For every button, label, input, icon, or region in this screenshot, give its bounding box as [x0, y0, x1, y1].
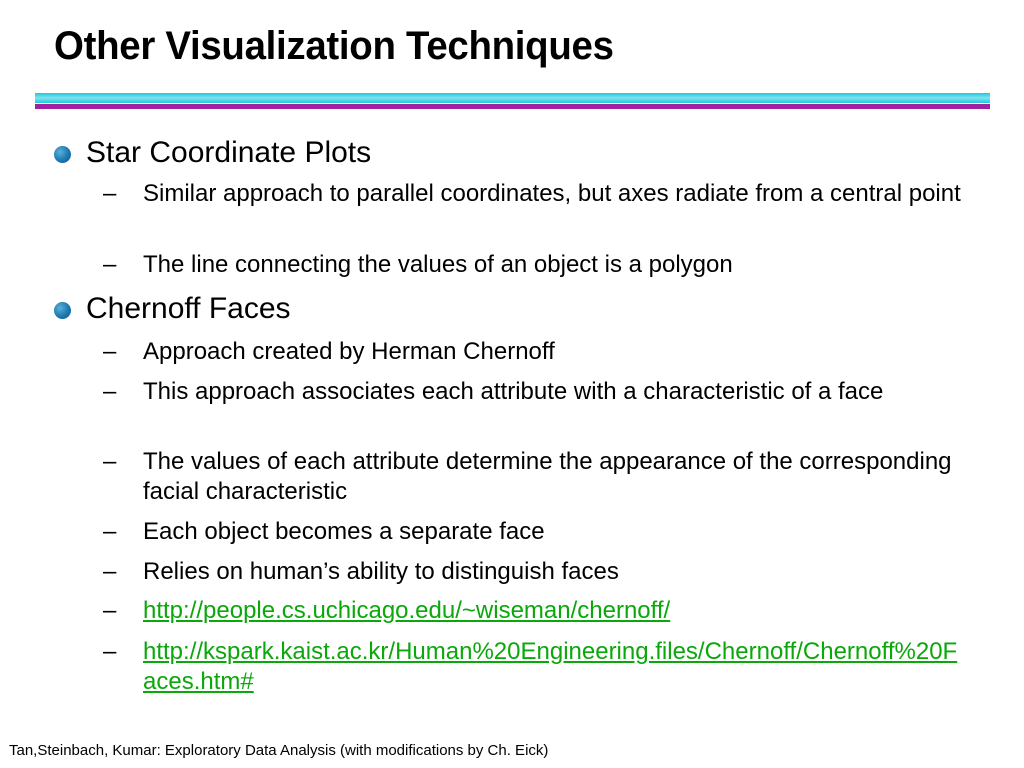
dash-marker: –	[103, 638, 117, 665]
list-item: This approach associates each attribute with a characteristic of a face	[143, 378, 884, 405]
list-item-link	[143, 637, 963, 697]
dash-marker: –	[103, 558, 117, 585]
chernoff-uchicago-link[interactable]: http://people.cs.uchicago.edu/~wiseman/chernoff/	[143, 597, 671, 624]
list-item: Relies on human’s ability to distinguish faces	[143, 558, 619, 585]
dash-marker: –	[103, 180, 117, 207]
dash-marker: –	[103, 338, 117, 365]
dash-marker: –	[103, 378, 117, 405]
dash-marker: –	[103, 251, 117, 278]
list-item: The values of each attribute determine the appearance of the corresponding facial characteristic	[143, 448, 952, 505]
list-item: Approach created by Herman Chernoff	[143, 338, 555, 365]
dash-marker: –	[103, 597, 117, 624]
bullet-dot-icon	[54, 302, 71, 319]
dash-marker: –	[103, 518, 117, 545]
bullet-dot-icon	[54, 146, 71, 163]
dash-marker: –	[103, 448, 117, 475]
list-item: Similar approach to parallel coordinates, but axes radiate from a central point	[143, 180, 961, 207]
section-heading-star-coordinate-plots: Star Coordinate Plots	[86, 136, 372, 169]
slide-title: Other Visualization Techniques	[54, 24, 614, 68]
section-heading-chernoff-faces: Chernoff Faces	[86, 292, 291, 325]
chernoff-kaist-link[interactable]: http://kspark.kaist.ac.kr/Human%20Engineering.files/Chernoff/Chernoff%20Faces.htm#	[143, 638, 958, 695]
list-item: Each object becomes a separate face	[143, 518, 545, 545]
list-item-link	[143, 596, 973, 626]
list-item: The line connecting the values of an object is a polygon	[143, 251, 733, 278]
slide-footer: Tan,Steinbach, Kumar: Exploratory Data Analysis (with modifications by Ch. Eick)	[9, 742, 549, 759]
